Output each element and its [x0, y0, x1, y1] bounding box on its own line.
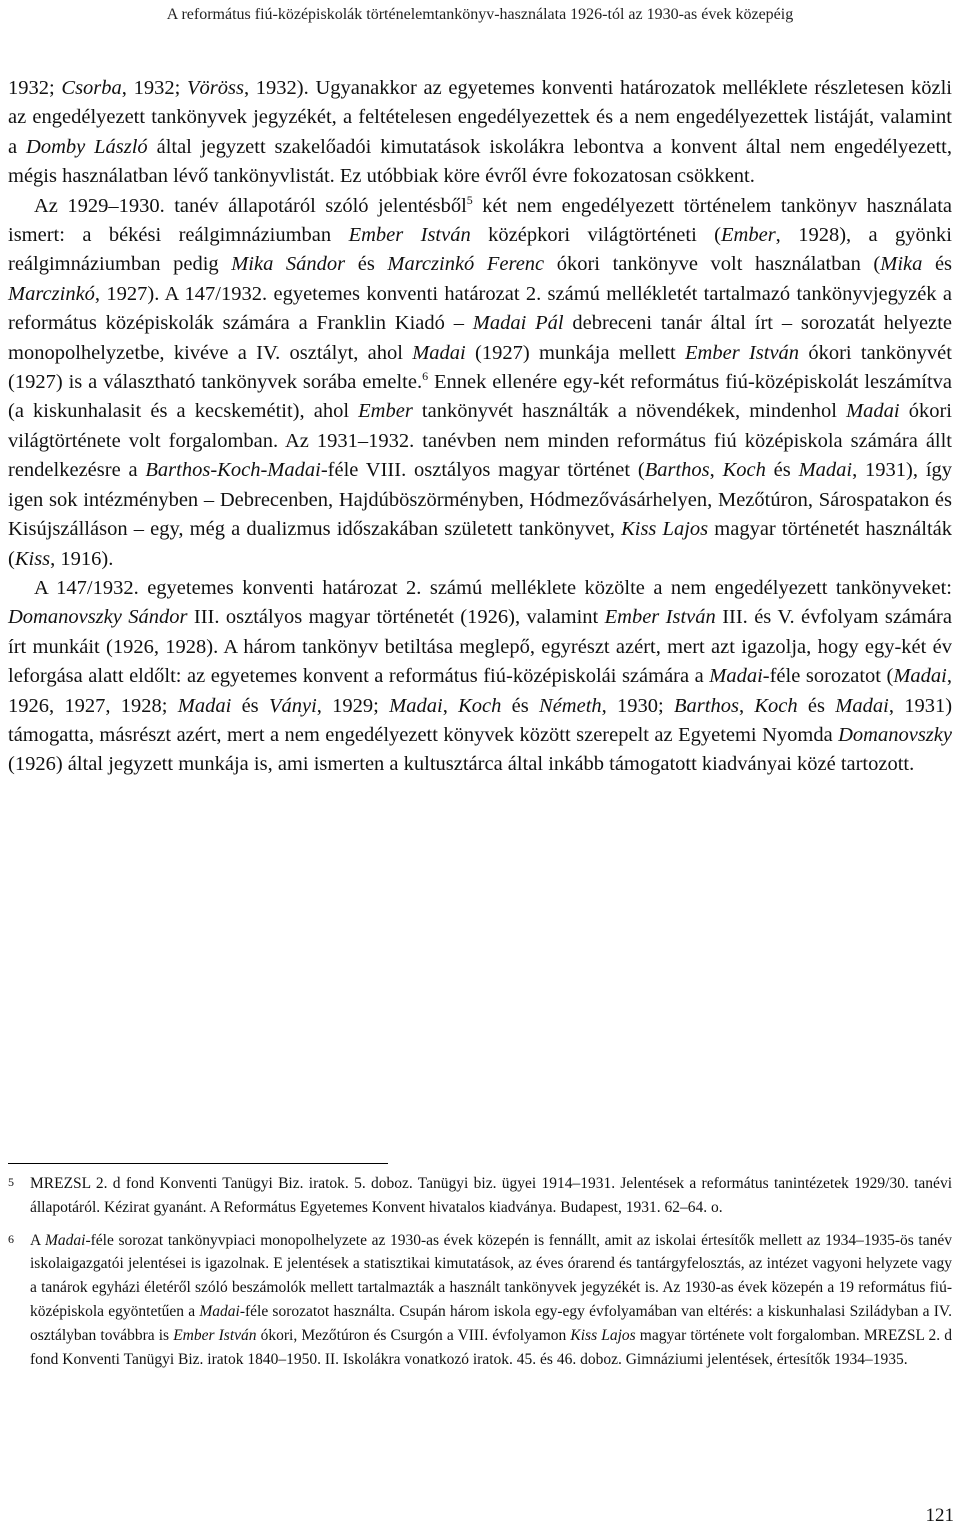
italic-name: Koch [217, 459, 261, 482]
footnote-number: 5 [8, 1175, 14, 1189]
italic-name: Madai [389, 694, 443, 717]
main-text [8, 74, 952, 780]
italic-name: Csorba [61, 77, 122, 99]
footnotes [8, 1172, 952, 1371]
italic-name: Ember István [604, 606, 716, 629]
italic-name: Koch [754, 694, 798, 717]
italic-name: Mika Sándor [231, 253, 346, 276]
footnote-5 [8, 1172, 952, 1220]
italic-name: Mika [880, 253, 923, 276]
italic-name: Madai [835, 694, 889, 717]
italic-name: Ember István [173, 1326, 257, 1344]
italic-name: Domby László [26, 135, 148, 158]
italic-name: Barthos [145, 459, 211, 482]
italic-name: Ványi [268, 694, 317, 717]
paragraph-2: Az 1929–1930. tanév állapotáról szóló jelentésből$^5$ két nem engedélyezett történelem tankönyv használata ismert: a békési reálgimnáziumban Ember István középkori világtörténeti (Ember, 1928), a gyönki reálgimnáziumban pedig Mika Sándor és Marczinkó Ferenc ókori tankönyve volt használatban (Mika és Marczinkó, 1927). A 147/1932. egyetemes konventi határozat 2. számú mellékletét tartalmazó tankönyvjegyzék a református középiskolák számára a Franklin Kiadó – Madai Pál debreceni tanár által írt – sorozatát helyezte monopolhelyzetbe, kivéve a IV. osztályt, ahol Madai (1927) munkája mellett Ember István ókori tankönyvét (1927) is a választható tankönyvek sorába emelte.$^6$ Ennek ellenére egy-két református fiú-középiskolát leszámítva (a kiskunhalasit és a kecskemétit), ahol Ember tankönyvét használták a növendékek, mindenhol Madai ókori világtörténete volt forgalomban. Az 1931–1932. tanévben nem minden református fiú középiskola számára állt rendelkezésre a Barthos-Koch-Madai-féle VIII. osztályos magyar történet (Barthos, Koch és Madai, 1931), így igen sok intézményben – Debrecenben, Hajdúböszörményben, Hódmezővásárhelyen, Mezőtúron, Sárospatakon és Kisújszálláson – egy, még a dualizmus időszakában született tankönyvet, Kiss Lajos magyar történetét használták (Kiss, 1916). [8, 192, 953, 570]
page-number: 121 [925, 1505, 954, 1526]
italic-name: Barthos [644, 459, 710, 482]
italic-name: Marczinkó Ferenc [387, 253, 545, 276]
paragraph-1: 1932; Csorba, 1932; Vöröss, 1932). Ugyanakkor az egyetemes konventi határozatok melléklete részletesen közli az engedélyezett tankönyvek jegyzékét, a feltételesen engedélyezettek és a nem engedélyezettek listáját, valamint a Domby László által jegyzett szakelőadói kimutatások iskolákra lebontva a konvent által nem engedélyezett, mégis használatban lévő tankönyvlistát. Ez utóbbiak köre évről évre fokozatosan csökkent. [8, 77, 953, 188]
italic-name: Madai [709, 665, 763, 688]
italic-name: Kiss Lajos [621, 518, 709, 541]
italic-name: Ember [358, 400, 413, 423]
italic-name: Madai [267, 459, 321, 482]
italic-name: Kiss Lajos [570, 1326, 636, 1344]
italic-name: Ember István [685, 341, 800, 364]
footnote-text: A Madai-féle sorozat tankönyvpiaci monopolhelyzete az 1930-as évek közepén is fennállt, amit az iskolai értesítők mellett az 1934–1935-ös tanév iskolaigazgatói jelentései is igazolnak. E jelentések a statisztikai kimutatások, az éves órarend és tantárgyfelosztás, az intézet vagyoni helyzete vagy a tanárok egyházi életéről szóló beszámolók mellett tartalmazták a használt tankönyvek jegyzékét is. Az 1930-as évek közepén a 19 református fiú-középiskola egyöntetűen a Madai-féle sorozatot használta. Csupán három iskola egy-egy évfolyamában van eltérés: a kiskunhalasi Sziládyban a IV. osztályban továbbra is Ember István ókori, Mezőtúron és Csurgón a VIII. évfolyamon Kiss Lajos magyar története volt forgalomban. MREZSL 2. d fond Konventi Tanügyi Biz. iratok 1840–1950. II. Iskolákra vonatkozó iratok. 45. és 46. doboz. Gimnáziumi jelentések, értesítők 1934–1935. [30, 1231, 953, 1368]
footnote-text: MREZSL 2. d fond Konventi Tanügyi Biz. iratok. 5. doboz. Tanügyi biz. ügyei 1914–1931. Jelentések a református tanintézetek 1929/30. tanévi állapotáról. Kézirat gyanánt. A Református Egyetemes Konvent hivatalos kiadványa. Budapest, 1931. 62–64. o. [30, 1175, 952, 1216]
italic-name: Koch [722, 459, 766, 482]
paragraph-3: A 147/1932. egyetemes konventi határozat 2. számú melléklete közölte a nem engedélyezett tankönyveket: Domanovszky Sándor III. osztályos magyar történetét (1926), valamint Ember István III. és V. évfolyam számára írt munkáit (1926, 1928). A három tankönyv betiltása meglepő, egyrészt azért, mert azt igazolja, hogy egy-két év leforgása alatt eldőlt: az egyetemes konvent a református fiú-középiskolái számára a Madai-féle sorozatot (Madai, 1926, 1927, 1928; Madai és Ványi, 1929; Madai, Koch és Németh, 1930; Barthos, Koch és Madai, 1931) támogatta, másrészt azért, mert a nem engedélyezett könyvek között szerepelt az Egyetemi Nyomda Domanovszky (1926) által jegyzett munkája is, ami ismerten a kultusztárca által inkább támogatott kiadványai közé tartozott. [8, 576, 953, 776]
italic-name: Madai [199, 1302, 240, 1320]
italic-name: Barthos [674, 694, 739, 717]
italic-name: Madai [846, 400, 900, 423]
italic-name: Ember István [348, 224, 471, 247]
italic-name: Madai [412, 341, 466, 364]
italic-name: Koch [458, 694, 502, 717]
footnote-ref[interactable]: 5 [466, 192, 473, 207]
italic-name: Marczinkó [8, 282, 95, 305]
italic-name: Kiss [14, 547, 51, 570]
running-header: A református fiú-középiskolák történelemtankönyv-használata 1926-tól az 1930-as évek közepéig [166, 6, 794, 23]
italic-name: Vöröss [187, 77, 244, 99]
footnote-6 [8, 1229, 952, 1372]
italic-name: Madai [44, 1231, 86, 1249]
italic-name: Madai [798, 459, 853, 482]
italic-name: Madai Pál [472, 312, 564, 335]
italic-name: Domanovszky Sándor [8, 606, 188, 629]
italic-name: Domanovszky [838, 723, 952, 746]
italic-name: Madai [893, 665, 947, 688]
italic-name: Németh [539, 694, 602, 717]
footnote-separator [8, 1163, 388, 1164]
italic-name: Ember [721, 224, 776, 247]
italic-name: Madai [177, 694, 232, 717]
footnote-number: 6 [8, 1231, 14, 1246]
footnote-ref[interactable]: 6 [422, 369, 429, 384]
